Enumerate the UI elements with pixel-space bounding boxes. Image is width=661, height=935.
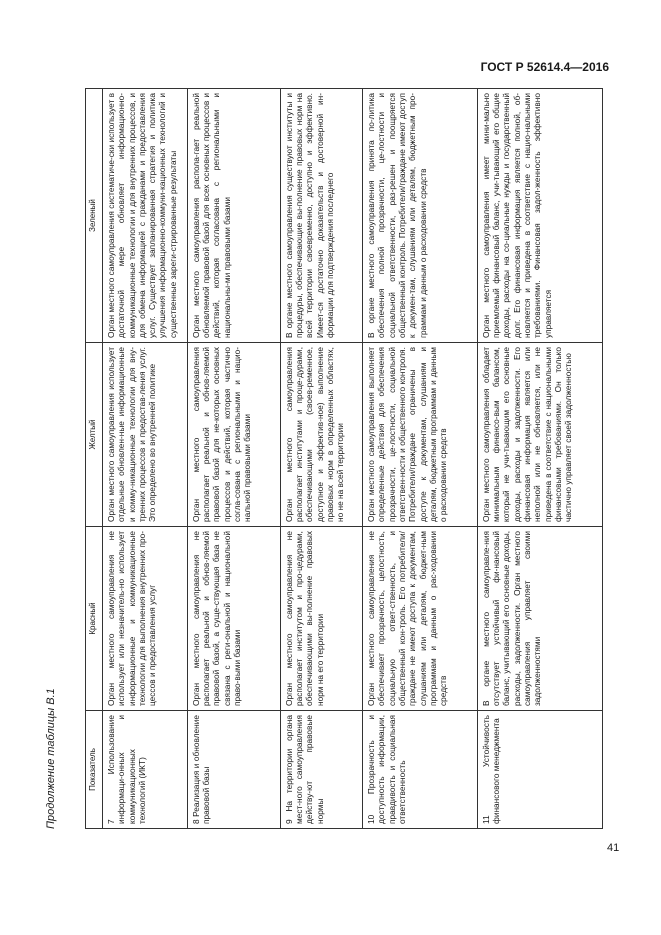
col-header-green: Зеленый — [86, 89, 103, 343]
table-row — [103, 89, 188, 829]
cell-indicator: 8 Реализация и обновление правовой базы — [187, 711, 280, 829]
col-header-red: Красный — [86, 527, 103, 711]
cell-yellow: Орган местного самоуправления выполняет определенные действия для обеспечения прозрачности, це-лостности, социальной ответствен-ности и общественного контроля. Потребители/граждане ограничены в доступе к документам, слушаниям и деталям, бюджетным программам и данным о расходовании средств — [363, 343, 478, 527]
cell-red: В органе местного самоуправле-ния отсутствует устойчивый фи-нансовый баланс, учитывающий его основные доходы, расходы, задолженности. Орган местного самоуправления управляет своими задолженностями — [477, 527, 602, 711]
cell-green: Орган местного самоуправления распола-гает реальной обновляемой правовой базой для всех основных процессов и действий, которая согласована с региональными и национальны-ми правовыми базами — [187, 89, 280, 343]
cell-red: Орган местного самоуправления не располагает институтом и про-цедурами, обеспечивающими вы-полнение правовых норм на его территории — [280, 527, 362, 711]
cell-indicator: 10 Прозрачность и доступность информации, правдивость и социальная ответственность — [363, 711, 478, 829]
cell-yellow: Орган местного самоуправления располагает реальной и обнов-ляемой правовой базой для не-которых основных процессов и действий, которая частично согла-сована с региональными и нацио-нальной правовыми базами — [187, 343, 280, 527]
page-number: 41 — [607, 842, 620, 854]
cell-green: В органе местного самоуправления принята по-литика обеспечения полной прозрачности, це-лостности и социальной ответственности, раз-решен и поощряется общественный контроль. Потребители/граждане имеют доступ к докумен-там, слушаниям или деталям, бюджетным про-граммам и данным о расходовании средств — [363, 89, 478, 343]
table-row — [187, 89, 280, 829]
cell-yellow: Орган местного самоуправления обладает минимальным финансо-вым балансом, который не учи-тывающим его основные доходы, расходы и задолженности. Его финансовая информация является или неполной или не обновляется, или не приведена в соответствие с национальными финансовыми требованиями. Он только частично управляет своей задолженностью — [477, 343, 602, 527]
cell-red: Орган местного самоуправления не использует или незначитель-но использует информационные и коммуникационные технологии для выполнения внутренних про-цессов и предоставления услуг — [103, 527, 188, 711]
cell-yellow: Орган местного самоуправления располагает институтами и проце-дурами, обеспечивающими (своев-ременное, доступное и эффектив-ное) выполнение правовых норм в определенных областях, но не на всей территории — [280, 343, 362, 527]
table-row — [280, 89, 362, 829]
table-caption: Продолжение таблицы В.1 — [45, 688, 57, 829]
cell-indicator: 7 Использование информаци-онных и коммуникационных технологий (ИКТ) — [103, 711, 188, 829]
cell-red: Орган местного самоуправления не обеспечивает прозрачность, целостность, социальную ответ-ственность, и общественный кон-троль. Его потребители/граждане не имеют доступа к документам, слушаниям или деталям, бюджет-ным программам и данным о рас-ходовании средств — [363, 527, 478, 711]
table-row — [363, 89, 478, 829]
col-header-yellow: Желтый — [86, 343, 103, 527]
standard-code: ГОСТ Р 52614.4—2016 — [480, 60, 609, 74]
cell-indicator: 11 Устойчивость финансового менеджмента — [477, 711, 602, 829]
cell-green: Орган местного самоуправления систематиче-ски использует в достаточной мере обновляет информационно-коммуникационные технологии и для внутренних процессов, и для обмена информацией с гражданами и предоставления услуг. Существует запланированная стратегия и политика улучшения информационно-коммуни-кационных технологий и существенные зареги-стрированные результаты — [103, 89, 188, 343]
table-row — [477, 89, 602, 829]
cell-green: В органе местного самоуправления существуют институты и процедуры, обеспечивающие вы-полнение правовых норм на всей территории своевременно, доступно и эффективно. Имеет-ся достаточно доказательств и достоверной ин-формации для подтверждения последнего — [280, 89, 362, 343]
evaluation-table — [85, 88, 603, 829]
cell-yellow: Орган местного самоуправления использует отдельные обновлен-ные информационные и комму-никационные технологии для вну-тренних процессов и предостав-ления услуг. Это определено во внутренней политике — [103, 343, 188, 527]
table-header-row — [86, 89, 103, 829]
rotated-page-content — [45, 89, 603, 829]
cell-green: Орган местного самоуправления имеет мини-мально приемлемый финансовый баланс, учи-тывающий его общие доходы, расходы на со-циальные нужды и государственный долг. Его финансовая информация является полной, об-новляется и приведена в соответствие с нацио-нальными требованиями. Финансовая задол-женность эффективно управляется — [477, 89, 602, 343]
col-header-indicator: Показатель — [86, 711, 103, 829]
cell-red: Орган местного самоуправления не располагает реальной и обнов-ляемой правовой базой, а суще-ствующая база не связана с реги-ональной и национальной право-выми базами — [187, 527, 280, 711]
cell-indicator: 9 На территории органа мест-ного самоуправления действу-ют правовые нормы — [280, 711, 362, 829]
